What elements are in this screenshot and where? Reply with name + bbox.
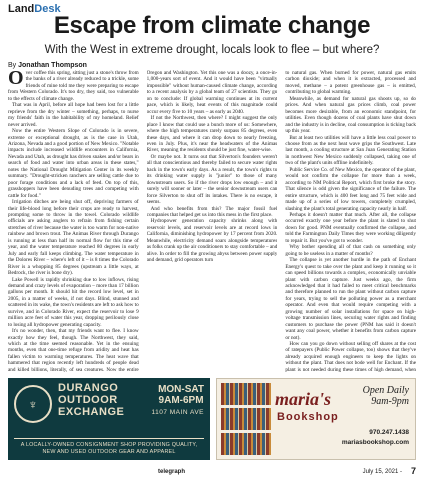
- article-column-3: [285, 70, 416, 372]
- ad-logo: maria's: [275, 389, 332, 409]
- durango-outdoor-exchange-ad[interactable]: [8, 378, 210, 460]
- paragraph: Oregon and Washington. Yet this one was a doozy, a once-in-1,000-years sort of event. And it would have been "virtually impossible" without human-caused climate change, according to a recent analysis by a global team of 27 scientists. They go on to conclude: If global warming continues at its current pace, which is likely, heat events of this magnitude could occur every five to 10 years – as early as 2040.: [146, 70, 278, 115]
- ad-slogan: A LOCALLY-OWNED CONSIGNMENT SHOP PROVIDING QUALITY, NEW AND USED OUTDOOR GEAR AND APPAREL: [14, 438, 204, 456]
- ad-logo-sub: Bookshop: [277, 411, 339, 423]
- ad-hours-line: Open Daily: [362, 385, 409, 396]
- paragraph: to natural gas. When burned for power, natural gas emits carbon dioxide; and when it is extracted, processed and moved, methane – a potent greenhouse gas – is emitted, contributing to global warming.: [285, 70, 417, 96]
- byline-prefix: By: [8, 62, 17, 69]
- article-column-1: [8, 70, 139, 372]
- ad-name-line: DURANGO: [58, 382, 119, 394]
- section-label-accent: Desk: [34, 3, 61, 15]
- paragraph: Now the entire Western Slope of Colorado is in severe, extreme or exceptional drought, as is the case in Utah, Arizona, Nevada and a good portion of New Mexico. "Notable impacts include increased wildlife encounters in California, Nevada and Utah, as drought has driven snakes and/or bears in search of food and water into urban areas in these states," notes the National Drought Mitigation Center in its weekly summary. "Drought-stricken ranchers are selling cattle due to poor forage conditions and a lack of feed. On top of this, grasshoppers have been denuding trees and competing with cattle for food.": [8, 128, 139, 199]
- ad-website[interactable]: mariasbookshop.com: [341, 439, 409, 446]
- footer-date: July 15, 2021 -: [362, 469, 402, 475]
- ad-hours-line: 9AM-6PM: [158, 395, 204, 406]
- paragraph: And who benefits from this? The major fossil fuel companies that helped get us into this mess in the first place.: [146, 205, 278, 218]
- paragraph: If not the Northwest, then where? I might suggest the only place I know that could use a bunch more of us: Somewhere, where the high temperatures rarely surpass 85 degrees, even these days, and where it can drop down to nearly freezing, even in July. Plus, it's near the headwaters of the Animas River, meaning the residents should be just fine, water-wise.: [146, 115, 278, 154]
- ad-business-name: [58, 382, 124, 418]
- page-number: 7: [410, 466, 416, 476]
- article-body: [8, 70, 416, 372]
- paragraph: The collapse is yet another hurdle in the path of Enchant Energy's quest to take over the plant and keep it running so it can speed billions towards a complex, economically unviable plant with carbon capture. Just weeks ago, the firm acknowledged that it had failed to meet critical benchmarks and therefore planned to run the plant without carbon capture for years, trying to sell the polluting power as a merchant operator. And even that would require competing with a growing number of solar installations for space on high-voltage transmission lines, securing water rights and finding customers to purchase the power (PNM has said it doesn't want any coal power, whether it benefits from carbon capture or not).: [285, 257, 417, 341]
- ad-hours: [363, 385, 409, 407]
- paragraph: Meanwhile, as demand for natural gas shoots up, so do prices. And when natural gas prices climb, coal power becomes more desirable, from an economic standpoint, for utilities. Even though dozens of coal plants have shut down and the industry is in decline, coal consumption is ticking back up this year.: [285, 95, 417, 135]
- footer-brand: telegraph: [158, 469, 186, 475]
- headline: Escape from climate change: [53, 12, 371, 39]
- page-footer: [8, 467, 416, 477]
- ad-hours-line: MON-SAT: [158, 384, 204, 395]
- paragraph: Lake Powell is rapidly shrinking due to low inflows, rising demand and crazy levels of evaporation – more than 17 billion gallons per month. It should hit the record low level, set in 2005, in a matter of weeks, if not days. Blind, stunned and scattered in its wake, the town's residents are left to ask how to survive, and in Colorado River, expect the reservoir to lose 9 million acre feet of water this year, dropping perilously close to losing all hydropower generating capacity.: [8, 276, 139, 328]
- bookshelf-illustration: [221, 383, 271, 455]
- ad-address: 1107 MAIN AVE: [151, 409, 204, 416]
- marias-bookshop-ad[interactable]: [216, 378, 416, 460]
- ad-name-line: OUTDOOR: [58, 394, 118, 406]
- paragraph: ver coffee this spring, sitting just a stone's throw from the banks of a river already reduced to a trickle, some friends of mine told me they were preparing to escape from Western Colorado. It's too dry, they said, too vulnerable to the effects of climate change.: [8, 70, 139, 102]
- paragraph: But at least two utilities will have a little less coal power to choose from as the next heat wave grips the Southwest. Late last month, a cooling structure at San Juan Generating Station in northwest New Mexico suddenly collapsed, taking one of two of the plant's units offline indefinitely.: [285, 134, 417, 167]
- section-label-prefix: Land: [8, 3, 35, 15]
- byline: [8, 62, 87, 69]
- ad-phone: 970.247.1438: [369, 429, 409, 436]
- paragraph: How can you go down without selling off shares at the cost of ratepayers (Public Power collapse, too) shows that they've already acquired enough engineers to keep the lights on without the plant. That does not bode well for Enchant. If the plant is not needed during these times of high demand, when: [285, 341, 417, 372]
- ad-hours-line: 9am-9pm: [371, 396, 409, 407]
- paragraph: It's no wonder, then, that my friends want to flee. I know exactly how they feel, though. The Northwest, they said, which at the time seemed reasonable. Yet in the ensuing months, even that one-time refuge from aridity and heat has fallen victim to warming temperatures. The heat wave that hammered that region recently left hundreds of people dead and killed billions, literally, of sea creatures. Now the entire: [8, 328, 139, 372]
- paragraph: Public Service Co. of New Mexico, the operator of the plant, would not confirm the collapse for more than a week, according to NM Political Report, which first broke the story. That silence is odd given the significance of the failure. The entire structure, which is 400 feet long and 75 feet wide and made up of a series of low towers, completely crumpled, slashing the plant's total generating capacity nearly in half.: [285, 166, 417, 212]
- ad-row: [8, 378, 416, 460]
- paragraph: Perhaps it doesn't matter that much. After all, the collapse occurred exactly one year before the plant is slated to shut down for good. PNM eventually confirmed the collapse, and told the Farmington Daily Times they were working diligently to repair it. But you've got to wonder.: [285, 211, 417, 244]
- byline-author: Jonathan Thompson: [18, 62, 87, 69]
- paragraph: Irrigation ditches are being shut off, depriving farmers of their life-blood long before their crops are ready to harvest, prompting some to throw in the towel. Colorado wildlife officials are asking anglers to refrain from fishing certain stretches of river because the water is too warm for non-native rainbow and brown trout. The Animas River through Durango is running at less than half its normal flow for this time of year, and the water temperature reached 80 degrees in early July and early fall keeps climbing. The water temperature in the Dolores River – where's left of it – is 8 times the Colorado River is a whopping 85 degrees (upstream a little ways, at Bedrock, the river is bone dry).: [8, 199, 139, 277]
- paragraph: Or maybe not. It turns out that Silverton's founders weren't all that conscientious and thereby failed to secure water rights back in the town's early days. As a result, the town's rights to its drinking water supply is "junior" to those of many downstream users. So if the river drops low enough – and it surely will sooner or later – the senior downstream users can force Silverton to shut off its intakes. There is no escape, it seems.: [146, 153, 278, 206]
- paragraph: Hydropower generation capacity shrinks along with reservoir levels, and reservoir levels are at record lows in California, diminishing hydropower by 17 percent from 2020. Meanwhile, electricity demand soars alongside temperatures as folks crank up the air conditioners to stay comfortable – and alive. In order to fill the growing abyss between power supply and demand, grid operators turn: [146, 218, 278, 264]
- ad-hours: [158, 384, 204, 406]
- ad-name-line: EXCHANGE: [58, 406, 125, 418]
- trident-icon: ♆: [14, 385, 52, 423]
- paragraph: Why bother spending all of that cash on something only going to be useless in a matter of months?: [285, 244, 417, 257]
- paragraph: That was in April, before all hope had been lost for a little reprieve from the dry winter – something, perhaps, to nurse my friends' faith in the habitability of my homeland. Relief never arrived.: [8, 102, 139, 128]
- article-column-2: [147, 70, 278, 372]
- dropcap: O: [8, 70, 24, 89]
- deck: With the West in extreme drought, locals look to flee – but where?: [44, 44, 380, 56]
